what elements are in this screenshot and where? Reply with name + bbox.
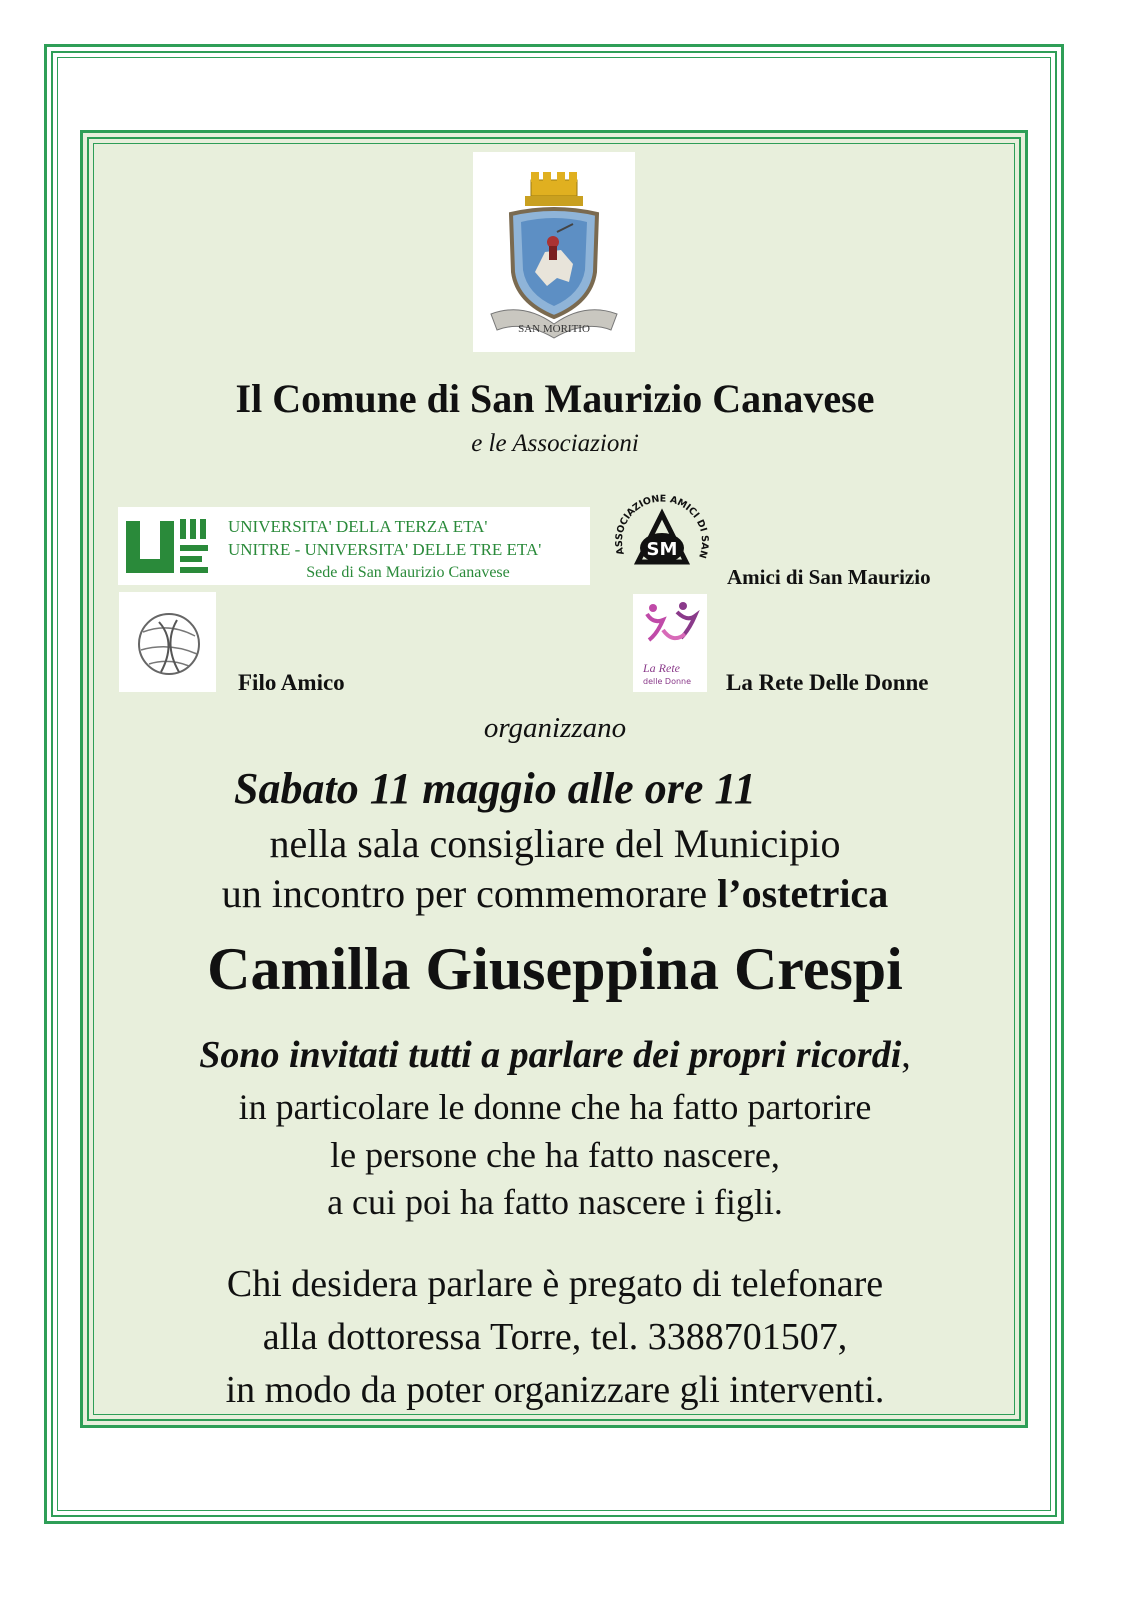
unitre-mark-icon	[118, 507, 218, 585]
invite-line-3: a cui poi ha fatto nascere i figli.	[327, 1182, 783, 1222]
event-place: nella sala consigliare del Municipio	[269, 821, 841, 866]
rete-logo-subtext: delle Donne	[643, 677, 692, 686]
contact-line-3: in modo da poter organizzare gli interventi.	[225, 1369, 885, 1411]
event-purpose-prefix: un incontro per commemorare	[221, 871, 718, 916]
filo-amico-logo	[119, 592, 216, 692]
associations-intro: e le Associazioni	[471, 430, 639, 457]
amici-logo-letters: SM	[646, 539, 678, 560]
rete-donne-label: La Rete Delle Donne	[726, 670, 929, 695]
honoree-name: Camilla Giuseppina Crespi	[207, 936, 903, 1002]
event-purpose-bold: l’ostetrica	[717, 871, 889, 916]
rete-logo-text: La Rete	[643, 661, 680, 675]
page-title: Il Comune di San Maurizio Canavese	[235, 376, 875, 421]
invite-line-1: in particolare le donne che ha fatto partorire	[238, 1087, 872, 1127]
rete-donne-figures-icon	[633, 594, 707, 692]
contact-line-2: alla dottoressa Torre, tel. 3388701507,	[262, 1316, 848, 1358]
invite-headline-text: Sono invitati tutti a parlare dei propri ricordi	[199, 1034, 902, 1076]
amici-ring-text: ASSOCIAZIONE AMICI DI SAN	[613, 493, 711, 560]
amici-san-maurizio-logo	[612, 492, 712, 584]
municipal-crest-logo	[473, 152, 635, 352]
contact-line-1: Chi desidera parlare è pregato di telefonare	[226, 1263, 884, 1305]
unitre-line1: UNIVERSITA' DELLA TERZA ETA'	[228, 517, 488, 536]
contact-block	[100, 1258, 1010, 1417]
event-date: Sabato 11 maggio alle ore 11	[234, 764, 756, 813]
unitre-logo	[118, 507, 590, 585]
invite-headline	[90, 1033, 1020, 1077]
organizzano-text: organizzano	[483, 712, 627, 744]
crest-motto: SAN MORITIO	[518, 323, 590, 335]
event-purpose	[120, 870, 990, 917]
filo-amico-globe-icon	[119, 592, 216, 692]
unitre-line2: UNITRE - UNIVERSITA' DELLE TRE ETA'	[228, 540, 542, 559]
rete-donne-logo	[633, 594, 707, 692]
filo-amico-label: Filo Amico	[238, 670, 345, 695]
amici-label: Amici di San Maurizio	[727, 565, 931, 589]
crest-graphic	[473, 152, 635, 352]
amici-logo-graphic	[612, 492, 712, 584]
unitre-line3: Sede di San Maurizio Canavese	[306, 564, 510, 581]
invite-line-2: le persone che ha fatto nascere,	[330, 1135, 780, 1175]
invite-headline-tail: ,	[901, 1034, 911, 1076]
